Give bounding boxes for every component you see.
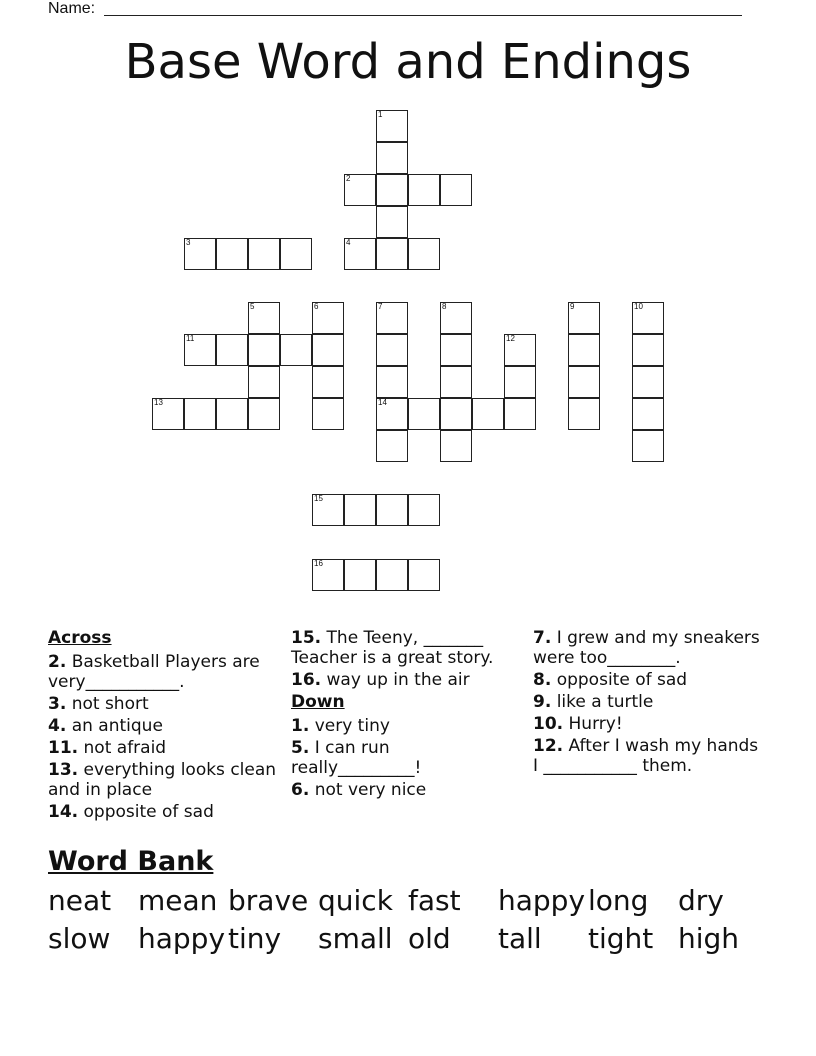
crossword-cell[interactable] [568, 398, 600, 430]
clue-item [48, 760, 278, 800]
crossword-cell[interactable] [376, 302, 408, 334]
crossword-cell[interactable] [440, 334, 472, 366]
crossword-cell[interactable] [216, 398, 248, 430]
crossword-cell[interactable] [344, 238, 376, 270]
cell-number: 4 [346, 238, 351, 247]
crossword-cell[interactable] [376, 110, 408, 142]
clue-text: an antique [66, 716, 163, 736]
crossword-cell[interactable] [376, 238, 408, 270]
crossword-cell[interactable] [312, 398, 344, 430]
crossword-cell[interactable] [632, 302, 664, 334]
crossword-cell[interactable] [408, 238, 440, 270]
word-bank-word: neat [48, 884, 112, 917]
clue-number: 3. [48, 694, 67, 714]
crossword-cell[interactable] [408, 559, 440, 591]
clue-text: The Teeny, _______ Teacher is a great story. [291, 628, 494, 668]
crossword-cell[interactable] [248, 334, 280, 366]
cell-number: 3 [186, 238, 191, 247]
word-bank-word: fast [408, 884, 461, 917]
page-title: Base Word and Endings [124, 34, 692, 90]
crossword-cell[interactable] [184, 238, 216, 270]
clue-text: like a turtle [551, 692, 654, 712]
clue-item [48, 694, 278, 714]
clue-number: 1. [291, 716, 310, 736]
word-bank-word: tall [498, 922, 542, 955]
down-clue-list-cont [533, 628, 763, 776]
across-clue-list [48, 652, 278, 822]
clue-number: 9. [533, 692, 552, 712]
crossword-cell[interactable] [312, 302, 344, 334]
crossword-cell[interactable] [376, 430, 408, 462]
word-bank-word: tight [588, 922, 654, 955]
crossword-cell[interactable] [184, 398, 216, 430]
crossword-cell[interactable] [152, 398, 184, 430]
name-label: Name: [48, 0, 96, 17]
crossword-cell[interactable] [568, 334, 600, 366]
clues-column-2 [291, 628, 521, 802]
crossword-cell[interactable] [632, 334, 664, 366]
clue-number: 13. [48, 760, 79, 780]
crossword-cell[interactable] [280, 334, 312, 366]
word-bank-word: long [588, 884, 649, 917]
clue-item [533, 670, 763, 690]
word-bank-word: mean [138, 884, 218, 917]
word-bank-word: happy [498, 884, 586, 917]
clue-text: opposite of sad [551, 670, 688, 690]
word-bank-word: dry [678, 884, 724, 917]
clue-text: not short [66, 694, 149, 714]
clue-number: 5. [291, 738, 310, 758]
across-clue-list-cont [291, 628, 521, 690]
clues-column-3 [533, 628, 763, 778]
clue-item [533, 736, 763, 776]
clue-number: 6. [291, 780, 310, 800]
clue-text: way up in the air [321, 670, 470, 690]
word-bank-word: tiny [228, 922, 282, 955]
word-bank-word: brave [228, 884, 309, 917]
word-bank-word: small [318, 922, 393, 955]
crossword-cell[interactable] [504, 366, 536, 398]
clue-item [291, 628, 521, 668]
clue-text: everything looks clean and in place [48, 760, 277, 800]
clue-number: 16. [291, 670, 322, 690]
clue-number: 15. [291, 628, 322, 648]
down-header: Down [291, 692, 345, 712]
crossword-cell[interactable] [344, 174, 376, 206]
crossword-cell[interactable] [280, 238, 312, 270]
crossword-cell[interactable] [376, 334, 408, 366]
cell-number: 7 [378, 302, 383, 311]
cell-number: 16 [314, 559, 323, 568]
across-header: Across [48, 628, 112, 648]
crossword-cell[interactable] [408, 494, 440, 526]
clue-number: 2. [48, 652, 67, 672]
crossword-cell[interactable] [376, 206, 408, 238]
clue-number: 12. [533, 736, 564, 756]
clue-text: After I wash my hands I ___________ them. [533, 736, 759, 776]
crossword-cell[interactable] [408, 398, 440, 430]
clue-item [48, 738, 278, 758]
crossword-cell[interactable] [440, 174, 472, 206]
clue-text: I grew and my sneakers were too________. [533, 628, 760, 668]
word-bank-word: high [678, 922, 740, 955]
crossword-cell[interactable] [504, 398, 536, 430]
crossword-cell[interactable] [248, 398, 280, 430]
crossword-cell[interactable] [440, 366, 472, 398]
clue-number: 14. [48, 802, 79, 822]
crossword-cell[interactable] [440, 430, 472, 462]
crossword-cell[interactable] [376, 494, 408, 526]
crossword-cell[interactable] [312, 366, 344, 398]
word-bank-word: slow [48, 922, 111, 955]
crossword-cell[interactable] [632, 366, 664, 398]
crossword-cell[interactable] [376, 559, 408, 591]
crossword-cell[interactable] [568, 302, 600, 334]
clues-column-1 [48, 628, 278, 824]
crossword-cell[interactable] [632, 398, 664, 430]
crossword-cell[interactable] [504, 334, 536, 366]
cell-number: 2 [346, 174, 351, 183]
cell-number: 9 [570, 302, 575, 311]
crossword-cell[interactable] [248, 366, 280, 398]
clue-number: 4. [48, 716, 67, 736]
crossword-cell[interactable] [568, 366, 600, 398]
clue-text: I can run really_________! [291, 738, 422, 778]
clue-item [291, 738, 521, 778]
crossword-cell[interactable] [184, 334, 216, 366]
crossword-cell[interactable] [248, 238, 280, 270]
cell-number: 6 [314, 302, 319, 311]
crossword-cell[interactable] [376, 142, 408, 174]
clue-text: Hurry! [563, 714, 623, 734]
crossword-cell[interactable] [216, 334, 248, 366]
cell-number: 12 [506, 334, 515, 343]
cell-number: 5 [250, 302, 255, 311]
clue-item [291, 716, 521, 736]
cell-number: 8 [442, 302, 447, 311]
crossword-cell[interactable] [472, 398, 504, 430]
crossword-cell[interactable] [440, 398, 472, 430]
crossword-cell[interactable] [376, 398, 408, 430]
clue-text: very tiny [309, 716, 390, 736]
clue-item [48, 652, 278, 692]
clue-number: 7. [533, 628, 552, 648]
crossword-cell[interactable] [312, 334, 344, 366]
crossword-cell[interactable] [344, 559, 376, 591]
crossword-cell[interactable] [376, 174, 408, 206]
clue-item [48, 802, 278, 822]
clue-text: Basketball Players are very___________. [48, 652, 260, 692]
clue-item [533, 692, 763, 712]
clue-number: 11. [48, 738, 79, 758]
crossword-cell[interactable] [216, 238, 248, 270]
clue-text: not very nice [309, 780, 427, 800]
cell-number: 10 [634, 302, 643, 311]
cell-number: 14 [378, 398, 387, 407]
clue-item [291, 670, 521, 690]
clue-text: not afraid [78, 738, 167, 758]
down-clue-list [291, 716, 521, 800]
clue-text: opposite of sad [78, 802, 214, 822]
clue-item [533, 628, 763, 668]
crossword-cell[interactable] [376, 366, 408, 398]
crossword-cell[interactable] [632, 430, 664, 462]
word-bank-word: quick [318, 884, 393, 917]
cell-number: 11 [186, 334, 195, 343]
crossword-cell[interactable] [344, 494, 376, 526]
word-bank-title: Word Bank [48, 846, 214, 877]
word-bank-word: happy [138, 922, 226, 955]
crossword-cell[interactable] [440, 302, 472, 334]
cell-number: 13 [154, 398, 163, 407]
cell-number: 15 [314, 494, 323, 503]
word-bank-word: old [408, 922, 451, 955]
clue-number: 8. [533, 670, 552, 690]
crossword-cell[interactable] [312, 559, 344, 591]
crossword-cell[interactable] [312, 494, 344, 526]
clue-item [291, 780, 521, 800]
clue-item [48, 716, 278, 736]
crossword-cell[interactable] [408, 174, 440, 206]
crossword-cell[interactable] [248, 302, 280, 334]
clue-item [533, 714, 763, 734]
clue-number: 10. [533, 714, 564, 734]
cell-number: 1 [378, 110, 383, 119]
